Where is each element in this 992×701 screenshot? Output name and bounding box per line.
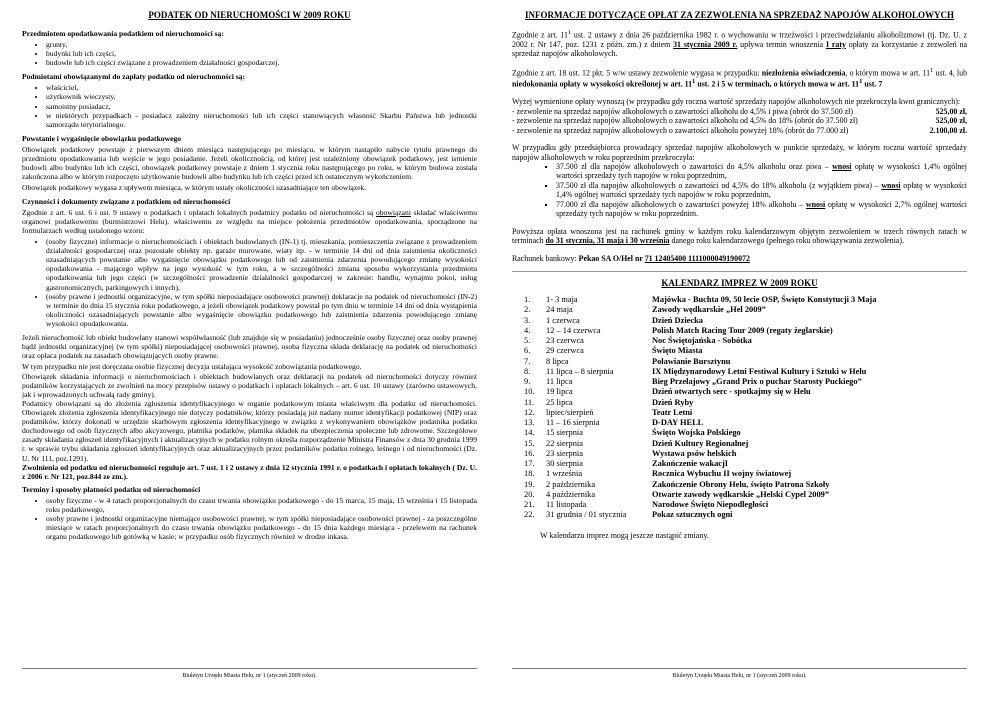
- calendar-number: 6.: [524, 346, 531, 356]
- calendar-title: KALENDARZ IMPREZ W 2009 ROKU: [661, 278, 818, 289]
- calendar-row: [522, 387, 878, 397]
- calendar-number: 14.: [524, 428, 535, 438]
- calendar-date: 11 lipca – 8 sierpnia: [546, 366, 614, 376]
- calendar-event: Otwarte zawody wędkarskie „Helski Cypel 2009”: [652, 489, 830, 499]
- wygasniecie-paragraph: Obowiązek podatkowy wygasa z upływem miesiąca, w którym ustały okoliczności uzasadniające ten obowiązek.: [22, 183, 367, 193]
- calendar-row: [522, 459, 878, 469]
- fees-list: [512, 107, 967, 135]
- calendar-date: 19 lipca: [546, 387, 573, 397]
- fee-row: - zezwolenie na sprzedaż napojów alkoholowych o zawartości alkoholu od 4,5% do 18% (obrót do 37.500 zł) 525,00 zł,: [512, 116, 967, 126]
- calendar-date: 11 – 16 sierpnia: [546, 418, 600, 428]
- calendar-row: [522, 377, 878, 387]
- calendar-number: 11.: [524, 397, 535, 407]
- podmioty-list: [22, 83, 477, 129]
- calendar-date: 22 sierpnia: [546, 438, 583, 448]
- calendar-date: 2 października: [546, 479, 596, 489]
- right-footer: [512, 668, 967, 680]
- calendar-row: [522, 510, 878, 520]
- calendar-number: 3.: [524, 315, 531, 325]
- bank-account: Rachunek bankowy: Pekao SA O/Hel nr 71 12405400 1111000049190072: [512, 253, 750, 263]
- calendar-number: 16.: [524, 448, 535, 458]
- list-item: • samoistny posiadacz,: [46, 102, 477, 111]
- podmioty-heading: Podmiotami obowiązanymi do zapłaty podatku od nieruchomości są:: [22, 72, 245, 82]
- thresholds-list: [512, 162, 967, 219]
- calendar-row: [522, 418, 878, 428]
- calendar-row: [522, 316, 878, 326]
- calendar-number: 18.: [524, 469, 535, 479]
- calendar-date: 23 czerwca: [546, 336, 584, 346]
- przedmiot-list: [22, 40, 477, 67]
- calendar-event: Wystawa psów helskich: [652, 448, 737, 458]
- calendar-number: 5.: [524, 336, 531, 346]
- left-footer: [22, 668, 477, 680]
- footer-text: Biuletyn Urzędu Miasta Helu, nr 1 (styczeń 2009 roku).: [672, 673, 807, 679]
- calendar-number: 2.: [524, 305, 531, 315]
- calendar-event: Poławianie Bursztynu: [652, 356, 731, 366]
- calendar-number: 1.: [524, 295, 531, 305]
- list-item: • grunty,: [46, 40, 477, 49]
- calendar-number: 20.: [524, 489, 535, 499]
- decyzja-paragraph: W tym przypadku nie jest doręczana osobie fizycznej decyzja ustalająca wysokość zobowiązania podatkowego.: [22, 362, 362, 372]
- calendar-number: 15.: [524, 438, 535, 448]
- calendar-number: 12.: [524, 407, 535, 417]
- calendar-date: 8 lipca: [546, 356, 569, 366]
- calendar-row: [522, 346, 878, 356]
- calendar-row: [522, 408, 878, 418]
- calendar-row: [522, 500, 878, 510]
- calendar-number: 8.: [524, 366, 531, 376]
- terminy-rat-paragraph: Powyższa opłata wnoszona jest na rachunek gminy w każdym roku kalendarzowym objętym zezwoleniem w trzech równych ratach w terminach do 31 stycznia, 31 maja i 30 września danego roku kalendarzowego (pełnego roku obowiązywania zezwolenia).: [512, 226, 967, 246]
- calendar-date: lipiec/sierpień: [546, 407, 594, 417]
- calendar-date: 4 października: [546, 489, 596, 499]
- calendar-date: 31 grudnia / 01 stycznia: [546, 510, 627, 520]
- calendar-row: [522, 367, 878, 377]
- calendar-event: Teatr Letni: [652, 407, 693, 417]
- terminy-list: [22, 496, 477, 542]
- calendar-date: 11 lipca: [546, 377, 573, 387]
- czynnosci-intro: Zgodnie z art. 6 ust. 6 i ust. 9 ustawy o podatkach i opłatach lokalnych podatnicy podatku od nieruchomości są obowiązani składać właściwemu organowi podatkowemu (burmistrzowi Helu), właściwemu ze względu na miejsce położenia przedmiotów opodatkowania, sporządzone na formularzach według ustalonego wzoru:: [22, 207, 477, 235]
- list-item: • w niektórych przypadkach - posiadacz zależny nieruchomości lub ich części stanowiących własność Skarbu Państwa lub jednostki samorządu terytorialnego.: [46, 111, 477, 129]
- calendar-date: 15 sierpnia: [546, 428, 583, 438]
- calendar-row: [522, 305, 878, 315]
- calendar-event: Dzień Kultury Regionalnej: [652, 438, 749, 448]
- divider: [512, 271, 967, 272]
- calendar-number: 13.: [524, 418, 535, 428]
- calendar-row: [522, 449, 878, 459]
- calendar-date: 1- 3 maja: [546, 295, 578, 305]
- calendar-date: 1 września: [546, 469, 583, 479]
- calendar-event: Zakończenie wakacjI: [652, 459, 729, 469]
- calendar-number: 21.: [524, 500, 535, 510]
- calendar-number: 9.: [524, 377, 531, 387]
- calendar-date: 23 sierpnia: [546, 448, 583, 458]
- list-item: • właściciel,: [46, 83, 477, 92]
- calendar-row: [522, 336, 878, 346]
- korekta-paragraph: Obowiązek składania informacji o nieruchomościach i obiektach budowlanych oraz deklaracji na podatek od nieruchomości dotyczy również podatników korzystających ze zwolnień na mocy przepisów ustawy o podatkach i opłatach lokalnych – art. 6 ust. 10 ustawy (zarówno ustawowych, jak i wprowadzonych uchwałą rady gminy).: [22, 371, 477, 399]
- list-item: ▪ 37.500 zł dla napojów alkoholowych o zawartości do 4,5% alkoholu oraz piwa – wnosi opłatę w wysokości 1,4% ogólnej wartości sprzedaży tych napojów w roku poprzednim,: [556, 162, 967, 181]
- calendar-number: 17.: [524, 459, 535, 469]
- calendar-date: 24 maja: [546, 305, 573, 315]
- calendar-date: 30 sierpnia: [546, 459, 583, 469]
- calendar-event: Narodowe Święto Niepodległości: [652, 500, 769, 510]
- calendar-table: [522, 295, 878, 521]
- calendar-date: 12 – 14 czerwca: [546, 325, 601, 335]
- calendar-event: Święto Miasta: [652, 346, 703, 356]
- fee-row: - zezwolenie na sprzedaż napojów alkoholowych o zawartości alkoholu do 4,5% i piwa (obrót do 37.500 zł) 525,00 zł,: [512, 106, 967, 116]
- calendar-event: Święto Wojska Polskiego: [652, 428, 741, 438]
- czynnosci-heading: Czynności i dokumenty związane z podatkiem od nieruchomości: [22, 196, 231, 206]
- list-item: • (osoby fizyczne) informacje o nieruchomościach i obiektach budowlanych (IN-1) tj. mieszkania, pomieszczenia związane z prowadzeniem działalności gospodarczej oraz pozostałe obiekty np. garaże murowane, wiaty itp. - w terminie 14 dni od dnia zaistnienia okoliczności uzasadniających powstanie albo wygaśnięcie obowiązku podatkowego lub od zaistnienia zdarzenia powodującego zmianę wysokości opodatkowania - mającego wpływ na jego wysokość w tym roku, a w szczególności zmiana sposobu wykorzystania przedmiotu opodatkowania lub jego części (w szczególności prowadzenie działalności gospodarczej w zakresie: handlu, wynajmu pokoi, usług gastronomicznych, parkingowych i innych),: [46, 237, 477, 292]
- wspolwlasnosc-paragraph: Jeżeli nieruchomość lub obiekt budowlany stanowi współwłasność (lub znajduje się w posiadaniu) jednocześnie osoby fizycznej oraz osoby prawnej bądź jednostki organizacyjnej (w tym spółki) nieposiadającej osobowości prawnej, osoba fizyczna składa deklarację na podatek od nieruchomości oraz opłaca podatek na zasadach obowiązujących osoby prawne.: [22, 333, 477, 361]
- calendar-event: Pokaz sztucznych ogni: [652, 510, 733, 520]
- identyfikacja-paragraph: Podatnicy obowiązani są do złożenia zgłoszenia identyfikacyjnego w organie podatkowym miasta właściwym dla podatku od nieruchomości. Obowiązek złożenia zgłoszenia identyfikacyjnego nie dotyczy podatników, którzy posiadają już nadany numer identyfikacji podatkowej (NIP) oraz podatników, którzy dokonali w urzędzie skarbowym zgłoszenia identyfikacyjnego w związku z wykonywaniem obowiązków podatnika podatku dochodowego od osób fizycznych albo akcyzowego, płatnika podatków, płatnika składek na ubezpieczenia społeczne lub zdrowotne. Szczegółowe zasady składania zgłoszeń identyfikacyjnych i aktualizacyjnych w podatku rolnym określa rozporządzenie Ministra Finansów z dnia 30 grudnia 1999 r. w sprawie trybu składania zgłoszeń identyfikacyjnych oraz aktualizacyjnych przez podatników podatku rolnego, leśnego i od nieruchomości (Dz. U. Nr 111, poz.1291).: [22, 398, 477, 463]
- list-item: ▪ 77.000 zł dla napojów alkoholowych o zawartości powyżej 18% alkoholu – wnosi opłatę w wysokości 2,7% ogólnej wartości sprzedaży tych napojów w roku poprzednim.: [556, 200, 967, 219]
- oplaty-intro: Wyżej wymienione opłaty wynoszą (w przypadku gdy roczna wartość sprzedaży napojów alkoholowych nie przekroczyła kwot granicznych):: [512, 97, 961, 107]
- powstanie-paragraph: Obowiązek podatkowy powstaje z pierwszym dniem miesiąca następującego po miesiącu, w którym nastąpiło nabycie tytułu prawnego do przedmiotu opodatkowania lub wejście w jego posiadanie. Jeżeli okolicznością, od której jest uzależniony obowiązek podatkowy, jest istnienie budowli albo budynku lub ich części, obowiązek podatkowy powstaje z dniem 1 stycznia roku następującego po roku, w którym budowa została zakończona albo w którym rozpoczęto użytkowanie budowli albo budynku lub ich części przed ich ostatecznym wykończeniem.: [22, 145, 477, 182]
- calendar-row: [522, 428, 878, 438]
- left-column: [22, 6, 477, 546]
- right-column: [512, 6, 967, 548]
- list-item: • (osoby prawne i jednostki organizacyjne, w tym spółki nieposiadające osobowości prawnej) deklaracje na podatek od nieruchomości (IN-2) w terminie do dnia 15 stycznia roku podatkowego, a jeżeli obowiązek podatkowy powstał po tym dniu w terminie 14 dni od dnia wystąpienia okoliczności uzasadniających powstanie albo wygaśnięcie obowiązku podatkowego lub zaistnienia zdarzenia powodującego zmianę wysokości opodatkowania.: [46, 292, 477, 328]
- calendar-row: [522, 357, 878, 367]
- calendar-event: Dzień Dziecka: [652, 315, 703, 325]
- calendar-event: Noc Świętojańska - Sobótka: [652, 336, 752, 346]
- calendar-note: W kalendarzu imprez mogą jeszcze nastąpić zmiany.: [540, 530, 709, 540]
- calendar-event: IX Międzynarodowy Letni Festiwal Kultury i Sztuki w Helu: [652, 366, 867, 376]
- calendar-date: 25 lipca: [546, 397, 573, 407]
- calendar-event: Rocznica Wybuchu II wojny światowej: [652, 469, 792, 479]
- calendar-event: Majówka - Buchta 09, 50 lecie OSP, Święto Konstytucji 3 Maja: [652, 295, 877, 305]
- fee-row: - zezwolenie na sprzedaż napojów alkoholowych o zawartości alkoholu powyżej 18% (obrót do 77.000 zł) 2.100,00 zł.: [512, 125, 967, 135]
- footer-text: Biuletyn Urzędu Miasta Helu, nr 1 (styczeń 2009 roku).: [182, 673, 317, 679]
- list-item: • budynki lub ich części,: [46, 49, 477, 58]
- calendar-event: Polish Match Racing Tour 2009 (regaty żeglarskie): [652, 325, 833, 335]
- zwolnienia-paragraph: Zwolnienia od podatku od nieruchomości reguluje art. 7 ust. 1 i 2 ustawy z dnia 12 stycznia 1991 r. o podatkach i opłatach lokalnych ( Dz. U. z 2006 r. Nr 121, poz.844 ze zm.).: [22, 462, 477, 481]
- calendar-date: 1 czerwca: [546, 315, 580, 325]
- calendar-event: Zawody wędkarskie „Hel 2009”: [652, 305, 766, 315]
- calendar-date: 11 listopada: [546, 500, 587, 510]
- przedmiot-heading: Przedmiotem opodatkowania podatkiem od nieruchomości są:: [22, 28, 224, 38]
- przekroczenie-intro: W przypadku gdy przedsiębiorca prowadzący sprzedaż napojów alkoholowych w punkcie sprzedaży, w którym roczna wartość sprzedaży napojów alkoholowych w roku poprzednim przekroczyła:: [512, 143, 967, 162]
- wygasniecie-zezwolenia-paragraph: Zgodnie z art. 18 ust. 12 pkt. 5 w/w ustawy zezwolenie wygasa w przypadku: niezłożenia oświadczenia, o którym mowa w art. $11^1$ ust. 4, lub niedokonania opłaty w wysokości określonej w art. $11^1$ ust. 2 i 5 w terminach, o których mowa w art. $11^1$ ust. 7: [512, 66, 968, 89]
- calendar-event: D-DAY HELL: [652, 418, 704, 428]
- calendar-row: [522, 480, 878, 490]
- calendar-event: Dzień otwartych serc - spotkajmy się w Helu: [652, 387, 811, 397]
- list-item: • osoby fizyczne - w 4 ratach proporcjonalnych do czasu trwania obowiązku podatkowego - do 15 marca, 15 maja, 15 września i 15 listopada roku podatkowego,: [46, 496, 477, 514]
- calendar-number: 10.: [524, 387, 535, 397]
- calendar-row: [522, 398, 878, 408]
- list-item: ▪ 37.500 zł dla napojów alkoholowych o zawartości od 4,5% do 18% alkoholu (z wyjątkiem piwa) – wnosi opłatę w wysokości 1,4% ogólnej wartości sprzedaży tych napojów w roku poprzednim,: [556, 181, 967, 200]
- calendar-row: [522, 490, 878, 500]
- calendar-date: 29 czerwca: [546, 346, 584, 356]
- list-item: • użytkownik wieczysty,: [46, 92, 477, 101]
- calendar-row: [522, 469, 878, 479]
- calendar-row: [522, 439, 878, 449]
- czynnosci-list: [22, 237, 477, 328]
- calendar-event: Bieg Przełajowy „Grand Prix o puchar Starosty Puckiego”: [652, 377, 862, 387]
- right-title: INFORMACJE DOTYCZĄCE OPŁAT ZA ZEZWOLENIA NA SPRZEDAŻ NAPOJÓW ALKOHOLOWYCH: [524, 10, 955, 20]
- calendar-row: [522, 326, 878, 336]
- rata-paragraph: Zgodnie z art. $11^1$ ust. 2 ustawy z dnia 26 października 1982 r. o wychowaniu w trzeźwości i przeciwdziałaniu alkoholizmowi (tj. Dz. U. z 2002 r. Nr 147, poz. 1231 z późn. zm.) z dniem 31 stycznia 2009 r. upływa termin wnoszenia I raty opłaty za korzystanie z zezwoleń na sprzedaż napojów alkoholowych.: [512, 28, 967, 59]
- calendar-row: [522, 295, 878, 305]
- calendar-number: 7.: [524, 356, 531, 366]
- calendar-event: Dzień Ryby: [652, 397, 694, 407]
- calendar-event: Zakończenie Obrony Helu, święto Patrona Szkoły: [652, 479, 830, 489]
- list-item: • osoby prawne i jednostki organizacyjne niemające osobowości prawnej, w tym spółki nieposiadające osobowości prawnej - za poszczególne miesiące w ratach proporcjonalnych do czasu trwania obowiązku podatkowego - do 15 dnia każdego miesiąca - przelewem na rachunek organu podatkowego lub gotówką w kasie; w przypadku osób fizycznych również w drodze inkasa.: [46, 514, 477, 541]
- calendar-number: 19.: [524, 479, 535, 489]
- left-title: PODATEK OD NIERUCHOMOŚCI W 2009 ROKU: [148, 10, 351, 20]
- list-item: • budowle lub ich części związane z prowadzeniem działalności gospodarczej.: [46, 58, 477, 67]
- calendar-number: 4.: [524, 325, 531, 335]
- powstanie-heading: Powstanie i wygaśnięcie obowiązku podatkowego: [22, 133, 182, 143]
- calendar-number: 22.: [524, 510, 535, 520]
- terminy-heading: Terminy i sposoby płatności podatku od nieruchomości: [22, 484, 201, 494]
